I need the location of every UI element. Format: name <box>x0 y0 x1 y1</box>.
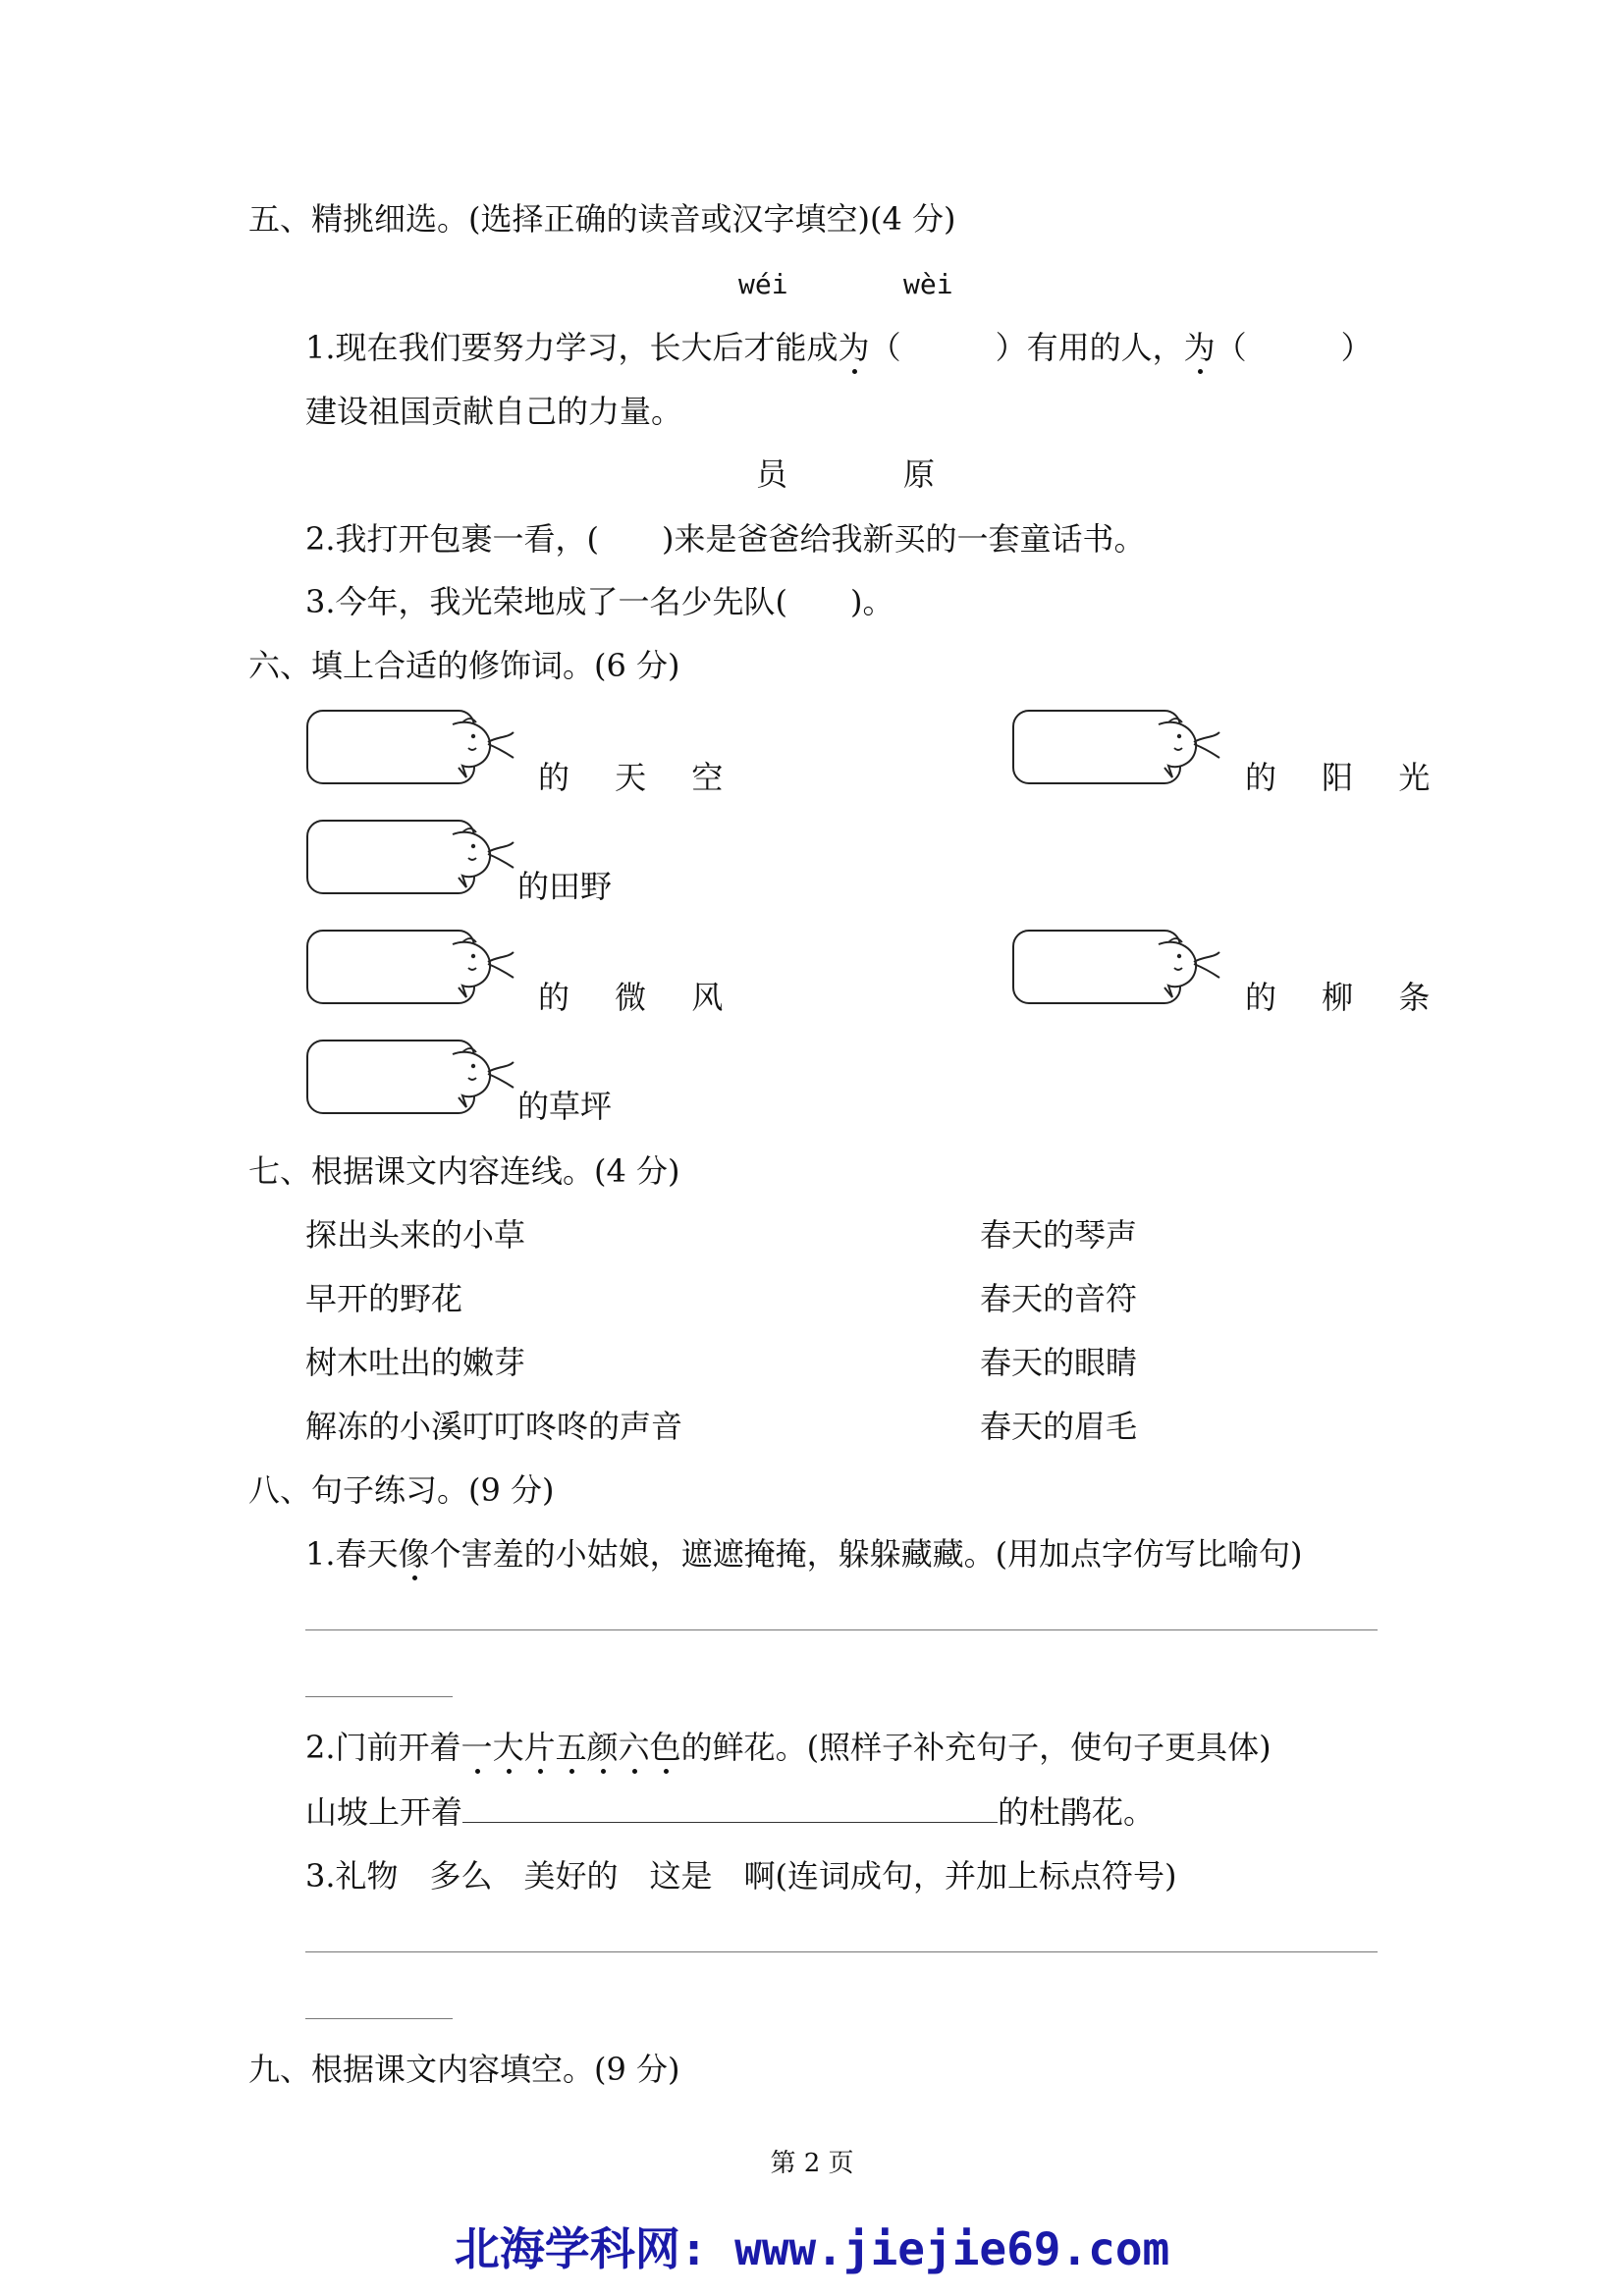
match-left-item[interactable]: 探出头来的小草 <box>305 1216 526 1254</box>
q9-title: 九、根据课文内容填空。(9 分) <box>248 2051 680 2088</box>
q6-item-sky: 的 天 空 <box>538 759 741 796</box>
q6-item-lawn: 的草坪 <box>517 1088 613 1125</box>
match-right-item[interactable]: 春天的琴声 <box>980 1216 1138 1254</box>
q6-title: 六、填上合适的修饰词。(6 分) <box>248 647 680 684</box>
q8-title: 八、句子练习。(9 分) <box>248 1471 555 1509</box>
answer-line[interactable] <box>305 2018 453 2019</box>
char-option-yuan2: 原 <box>903 455 936 493</box>
page-number: 第 2 页 <box>770 2149 854 2178</box>
q5-item3: 3.今年，我光荣地成了一名少先队( )。 <box>305 583 894 620</box>
q5-item1-line1: 1.现在我们要努力学习，长大后才能成为（ ）有用的人，为（ ） <box>305 329 1373 366</box>
q8-item3: 3.礼物 多么 美好的 这是 啊(连词成句，并加上标点符号) <box>305 1857 1177 1895</box>
answer-bubble[interactable] <box>1011 709 1222 785</box>
pinyin-wei2: wéi <box>738 268 788 300</box>
q5-item2: 2.我打开包裹一看，( )来是爸爸给我新买的一套童话书。 <box>305 520 1146 558</box>
q6-item-willow: 的 柳 条 <box>1245 979 1448 1016</box>
match-right-item[interactable]: 春天的眼睛 <box>980 1344 1138 1381</box>
q6-item-sunlight: 的 阳 光 <box>1245 759 1448 796</box>
answer-bubble[interactable] <box>305 709 516 785</box>
q8-item2: 2.门前开着一大片五颜六色的鲜花。(照样子补充句子，使句子更具体) <box>305 1729 1272 1766</box>
match-left-item[interactable]: 树木吐出的嫩芽 <box>305 1344 526 1381</box>
answer-line[interactable] <box>305 1629 1378 1630</box>
answer-bubble[interactable] <box>305 1039 516 1115</box>
match-right-item[interactable]: 春天的音符 <box>980 1280 1138 1317</box>
answer-line[interactable] <box>305 1696 453 1697</box>
q7-title: 七、根据课文内容连线。(4 分) <box>248 1152 680 1190</box>
answer-bubble[interactable] <box>1011 929 1222 1005</box>
answer-bubble[interactable] <box>305 929 516 1005</box>
answer-blank[interactable] <box>462 1792 998 1823</box>
answer-line[interactable] <box>305 1951 1378 1952</box>
watermark: 北海学科网: www.jiejie69.com <box>454 2222 1170 2275</box>
q5-title: 五、精挑细选。(选择正确的读音或汉字填空)(4 分) <box>248 200 956 238</box>
pinyin-wei4: wèi <box>903 268 953 300</box>
q6-item-breeze: 的 微 风 <box>538 979 741 1016</box>
q8-item2-fill: 山坡上开着 的杜鹃花。 <box>305 1793 1156 1831</box>
answer-bubble[interactable] <box>305 819 516 895</box>
char-option-yuan1: 员 <box>756 455 788 493</box>
q6-item-field: 的田野 <box>517 868 613 905</box>
match-left-item[interactable]: 早开的野花 <box>305 1280 463 1317</box>
match-right-item[interactable]: 春天的眉毛 <box>980 1408 1138 1445</box>
q8-item1: 1.春天像个害羞的小姑娘，遮遮掩掩，躲躲藏藏。(用加点字仿写比喻句) <box>305 1535 1303 1573</box>
q5-item1-line2: 建设祖国贡献自己的力量。 <box>305 393 683 430</box>
match-left-item[interactable]: 解冻的小溪叮叮咚咚的声音 <box>305 1408 683 1445</box>
